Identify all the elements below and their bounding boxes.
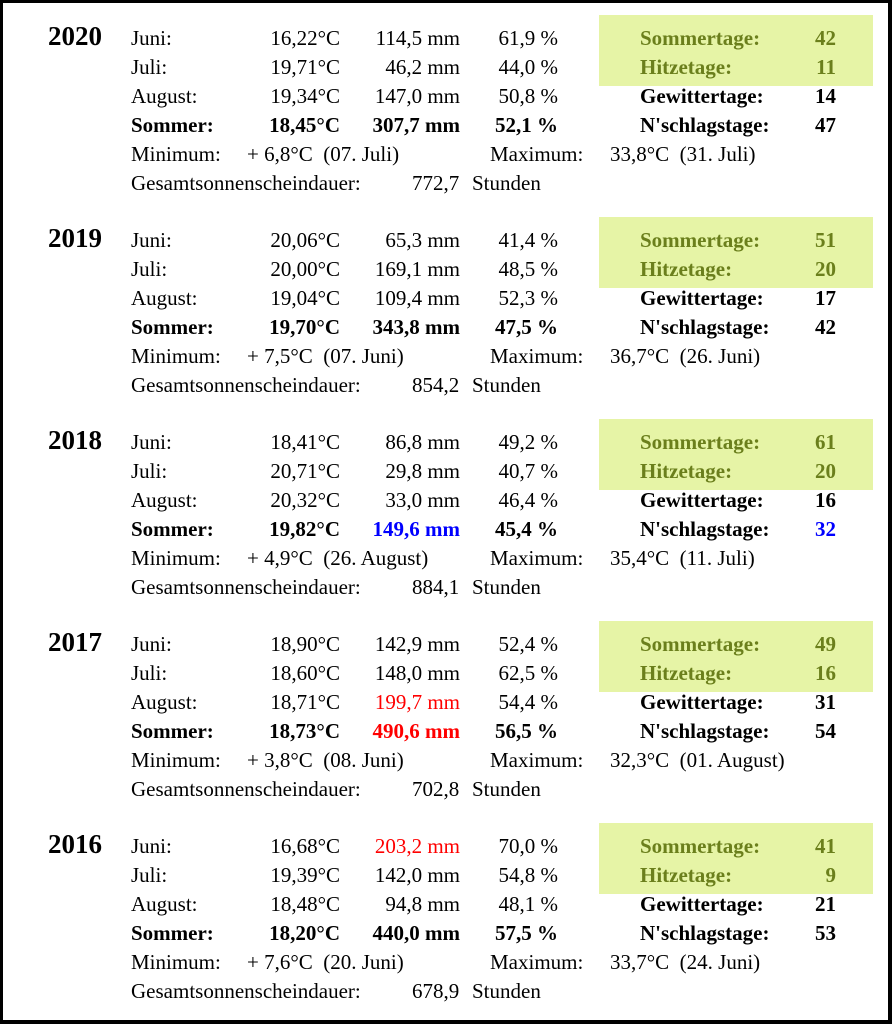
year-2017-august-precipitation: 199,7 mm [374, 690, 460, 714]
year-2020-summer-label: Sommer: [131, 113, 214, 137]
year-2019-august-precipitation: 109,4 mm [374, 286, 460, 310]
year-2018-minimum-label: Minimum: [131, 546, 221, 570]
year-2019-gewittertage-label: Gewittertage: [640, 286, 764, 310]
year-2019-summer-temperature: 19,70°C [269, 315, 340, 339]
year-2017-august-temperature: 18,71°C [270, 690, 340, 714]
year-2017-juni-precipitation: 142,9 mm [374, 632, 460, 656]
year-2020-august-sunshine-percent: 50,8 % [498, 84, 558, 108]
year-2016-august-sunshine-percent: 48,1 % [498, 892, 558, 916]
year-2016-august-label: August: [131, 892, 198, 916]
year-2017-summer-label: Sommer: [131, 719, 214, 743]
year-2020-summer-temperature: 18,45°C [269, 113, 340, 137]
year-2016-juni-precipitation: 203,2 mm [374, 834, 460, 858]
year-2020-juli-precipitation: 46,2 mm [385, 55, 460, 79]
year-2019-maximum-value: 36,7°C (26. Juni) [610, 344, 761, 368]
year-2018-sunshine-total-value: 884,1 [412, 575, 460, 599]
year-2019-summer-sunshine-percent: 47,5 % [495, 315, 558, 339]
year-2020-summer-precipitation: 307,7 mm [372, 113, 460, 137]
year-2018-august-sunshine-percent: 46,4 % [498, 488, 558, 512]
year-2020-juli-temperature: 19,71°C [270, 55, 340, 79]
year-2020-juli-sunshine-percent: 44,0 % [498, 55, 558, 79]
year-2017-maximum-label: Maximum: [490, 748, 584, 772]
year-2017-juli-sunshine-percent: 62,5 % [498, 661, 558, 685]
year-2020-maximum-label: Maximum: [490, 142, 584, 166]
year-2019-sunshine-total-label: Gesamtsonnenscheindauer: [131, 373, 361, 397]
year-2016-juni-temperature: 16,68°C [270, 834, 340, 858]
year-2018-juni-temperature: 18,41°C [270, 430, 340, 454]
year-2020-sunshine-total-value: 772,7 [412, 171, 460, 195]
year-2020-juni-temperature: 16,22°C [270, 26, 340, 50]
year-2017-gewittertage-value: 31 [815, 690, 836, 714]
year-2018-sunshine-total-label: Gesamtsonnenscheindauer: [131, 575, 361, 599]
year-2017-sunshine-total-unit: Stunden [472, 777, 541, 801]
year-2017-minimum-value: + 3,8°C (08. Juni) [247, 748, 404, 772]
year-2019-juni-precipitation: 65,3 mm [385, 228, 460, 252]
year-2016-sommertage-value: 41 [815, 834, 836, 858]
year-2019-august-sunshine-percent: 52,3 % [498, 286, 558, 310]
year-2016-title: 2016 [48, 829, 102, 859]
year-2016-juli-sunshine-percent: 54,8 % [498, 863, 558, 887]
year-2019-nschlagstage-label: N'schlagstage: [640, 315, 770, 339]
year-2016-sunshine-total-label: Gesamtsonnenscheindauer: [131, 979, 361, 1003]
year-2017-maximum-value: 32,3°C (01. August) [610, 748, 785, 772]
year-2016-sunshine-total-value: 678,9 [412, 979, 460, 1003]
year-2018-juni-label: Juni: [131, 430, 172, 454]
year-2016-summer-precipitation: 440,0 mm [372, 921, 460, 945]
year-2018-juli-precipitation: 29,8 mm [385, 459, 460, 483]
year-2019-summer-precipitation: 343,8 mm [372, 315, 460, 339]
year-2016-maximum-label: Maximum: [490, 950, 584, 974]
year-2020-juli-label: Juli: [131, 55, 168, 79]
year-2016-hitzetage-label: Hitzetage: [640, 863, 733, 887]
year-2018-juni-precipitation: 86,8 mm [385, 430, 460, 454]
year-2020-august-label: August: [131, 84, 198, 108]
year-2020-august-temperature: 19,34°C [270, 84, 340, 108]
year-2018-summer-label: Sommer: [131, 517, 214, 541]
year-2019-sommertage-value: 51 [815, 228, 836, 252]
year-2017-nschlagstage-label: N'schlagstage: [640, 719, 770, 743]
year-2019-juli-temperature: 20,00°C [270, 257, 340, 281]
year-2017-august-label: August: [131, 690, 198, 714]
year-2018-summer-sunshine-percent: 45,4 % [495, 517, 558, 541]
year-2018-gewittertage-label: Gewittertage: [640, 488, 764, 512]
year-2019-hitzetage-value: 20 [815, 257, 836, 281]
year-2018-august-label: August: [131, 488, 198, 512]
year-2017-sommertage-label: Sommertage: [640, 632, 761, 656]
year-2017-nschlagstage-value: 54 [815, 719, 836, 743]
year-2020-sommertage-label: Sommertage: [640, 26, 761, 50]
year-2017-summer-temperature: 18,73°C [269, 719, 340, 743]
year-2017-title: 2017 [48, 627, 102, 657]
year-2019-juni-label: Juni: [131, 228, 172, 252]
year-2016-summer-label: Sommer: [131, 921, 214, 945]
year-2020-title: 2020 [48, 21, 102, 51]
year-2017-juni-temperature: 18,90°C [270, 632, 340, 656]
year-2019-minimum-value: + 7,5°C (07. Juni) [247, 344, 404, 368]
year-2020-juni-sunshine-percent: 61,9 % [498, 26, 558, 50]
year-2017-summer-sunshine-percent: 56,5 % [495, 719, 558, 743]
year-2020-nschlagstage-label: N'schlagstage: [640, 113, 770, 137]
year-2018-minimum-value: + 4,9°C (26. August) [247, 546, 429, 570]
year-2016-juni-label: Juni: [131, 834, 172, 858]
year-2017-august-sunshine-percent: 54,4 % [498, 690, 558, 714]
year-2020-maximum-value: 33,8°C (31. Juli) [610, 142, 756, 166]
year-2019-sunshine-total-value: 854,2 [412, 373, 460, 397]
year-2016-minimum-value: + 7,6°C (20. Juni) [247, 950, 404, 974]
year-2019-title: 2019 [48, 223, 102, 253]
year-2020-sommertage-value: 42 [815, 26, 836, 50]
year-2020-juni-precipitation: 114,5 mm [375, 26, 460, 50]
year-2018-sommertage-label: Sommertage: [640, 430, 761, 454]
year-2017-sommertage-value: 49 [815, 632, 836, 656]
year-2020-august-precipitation: 147,0 mm [374, 84, 460, 108]
year-2017-juni-label: Juni: [131, 632, 172, 656]
year-2016-nschlagstage-label: N'schlagstage: [640, 921, 770, 945]
year-2016-juni-sunshine-percent: 70,0 % [498, 834, 558, 858]
year-2018-hitzetage-value: 20 [815, 459, 836, 483]
year-2018-juni-sunshine-percent: 49,2 % [498, 430, 558, 454]
year-2016-sommertage-label: Sommertage: [640, 834, 761, 858]
year-2019-minimum-label: Minimum: [131, 344, 221, 368]
year-2017-hitzetage-value: 16 [815, 661, 836, 685]
year-2020-summer-sunshine-percent: 52,1 % [495, 113, 558, 137]
year-2017-sunshine-total-value: 702,8 [412, 777, 460, 801]
year-2017-juli-temperature: 18,60°C [270, 661, 340, 685]
year-2018-maximum-label: Maximum: [490, 546, 584, 570]
year-2020-gewittertage-value: 14 [815, 84, 836, 108]
year-2016-gewittertage-label: Gewittertage: [640, 892, 764, 916]
year-2016-august-precipitation: 94,8 mm [385, 892, 460, 916]
year-2016-juli-temperature: 19,39°C [270, 863, 340, 887]
year-2020-juni-label: Juni: [131, 26, 172, 50]
year-2019-juni-sunshine-percent: 41,4 % [498, 228, 558, 252]
year-2018-juli-sunshine-percent: 40,7 % [498, 459, 558, 483]
year-2017-gewittertage-label: Gewittertage: [640, 690, 764, 714]
year-2017-minimum-label: Minimum: [131, 748, 221, 772]
year-2019-hitzetage-label: Hitzetage: [640, 257, 733, 281]
year-2019-gewittertage-value: 17 [815, 286, 836, 310]
year-2018-summer-precipitation: 149,6 mm [372, 517, 460, 541]
year-2019-summer-label: Sommer: [131, 315, 214, 339]
year-2019-sunshine-total-unit: Stunden [472, 373, 541, 397]
year-2016-sunshine-total-unit: Stunden [472, 979, 541, 1003]
year-2020-sunshine-total-label: Gesamtsonnenscheindauer: [131, 171, 361, 195]
year-2019-juli-precipitation: 169,1 mm [374, 257, 460, 281]
year-2020-hitzetage-label: Hitzetage: [640, 55, 733, 79]
year-2018-august-temperature: 20,32°C [270, 488, 340, 512]
year-2017-juli-precipitation: 148,0 mm [374, 661, 460, 685]
year-2018-maximum-value: 35,4°C (11. Juli) [610, 546, 755, 570]
year-2016-nschlagstage-value: 53 [815, 921, 836, 945]
year-2019-juni-temperature: 20,06°C [270, 228, 340, 252]
year-2016-minimum-label: Minimum: [131, 950, 221, 974]
year-2017-juli-label: Juli: [131, 661, 168, 685]
year-2020-gewittertage-label: Gewittertage: [640, 84, 764, 108]
year-2019-august-temperature: 19,04°C [270, 286, 340, 310]
year-2016-summer-temperature: 18,20°C [269, 921, 340, 945]
year-2020-nschlagstage-value: 47 [815, 113, 836, 137]
year-2016-juli-precipitation: 142,0 mm [374, 863, 460, 887]
year-2018-august-precipitation: 33,0 mm [385, 488, 460, 512]
year-2018-juli-temperature: 20,71°C [270, 459, 340, 483]
year-2020-minimum-value: + 6,8°C (07. Juli) [247, 142, 400, 166]
year-2019-maximum-label: Maximum: [490, 344, 584, 368]
year-2019-august-label: August: [131, 286, 198, 310]
year-2020-hitzetage-value: 11 [816, 55, 836, 79]
year-2016-gewittertage-value: 21 [815, 892, 836, 916]
year-2016-summer-sunshine-percent: 57,5 % [495, 921, 558, 945]
year-2019-nschlagstage-value: 42 [815, 315, 836, 339]
year-2017-hitzetage-label: Hitzetage: [640, 661, 733, 685]
year-2017-summer-precipitation: 490,6 mm [372, 719, 460, 743]
year-2016-maximum-value: 33,7°C (24. Juni) [610, 950, 761, 974]
year-2019-juli-label: Juli: [131, 257, 168, 281]
year-2018-juli-label: Juli: [131, 459, 168, 483]
year-2018-summer-temperature: 19,82°C [269, 517, 340, 541]
year-2020-sunshine-total-unit: Stunden [472, 171, 541, 195]
year-2018-hitzetage-label: Hitzetage: [640, 459, 733, 483]
year-2019-juli-sunshine-percent: 48,5 % [498, 257, 558, 281]
year-2016-juli-label: Juli: [131, 863, 168, 887]
year-2018-sunshine-total-unit: Stunden [472, 575, 541, 599]
year-2017-sunshine-total-label: Gesamtsonnenscheindauer: [131, 777, 361, 801]
year-2018-nschlagstage-value: 32 [815, 517, 836, 541]
year-2018-sommertage-value: 61 [815, 430, 836, 454]
year-2020-minimum-label: Minimum: [131, 142, 221, 166]
year-2018-nschlagstage-label: N'schlagstage: [640, 517, 770, 541]
year-2018-title: 2018 [48, 425, 102, 455]
year-2018-gewittertage-value: 16 [815, 488, 836, 512]
year-2016-august-temperature: 18,48°C [270, 892, 340, 916]
year-2017-juni-sunshine-percent: 52,4 % [498, 632, 558, 656]
year-2016-hitzetage-value: 9 [825, 863, 836, 887]
year-2019-sommertage-label: Sommertage: [640, 228, 761, 252]
